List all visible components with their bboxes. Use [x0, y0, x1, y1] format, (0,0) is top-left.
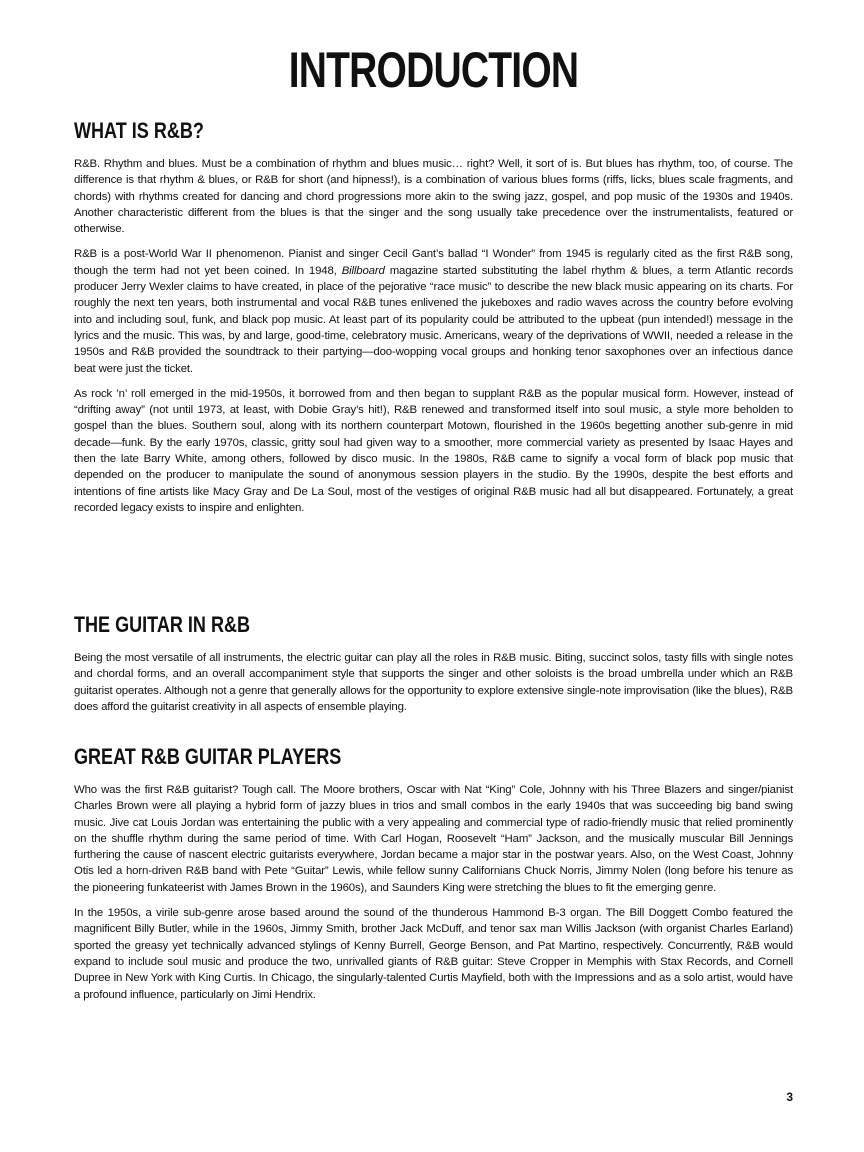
paragraph-text: magazine started substituting the label rhythm & blues, a term Atlantic records producer Jerry Wexler claims to have created, in place of the pejorative “race music” to describe the new black music appearing on its charts. For roughly the next ten years, both instrumental and vocal R&B tunes enlivened the jukeboxes and radio waves across the country before evolving into and including soul, funk, and black pop music. At least part of its popularity could be attributed to the upbeat (pun intended!) message in the lyrics and the music. This was, by and large, good-time, celebratory music. Americans, weary of the deprivations of WWII, needed a release in the 1950s and R&B provided the soundtrack to their partying—doo-wopping vocal groups and honking tenor saxophones over an infectious dance beat were just the ticket.	[74, 264, 794, 375]
page-title: INTRODUCTION	[288, 42, 579, 98]
paragraph	[74, 246, 793, 376]
paragraph: Being the most versatile of all instruments, the electric guitar can play all the roles in R&B music. Biting, succinct solos, tasty fills with single notes and chordal forms, and an overall accompaniment style that supports the singer and other soloists is the broad umbrella under which an R&B guitarist operates. Although not a genre that generally allows for the opportunity to explore extensive single-note improvisation (like the blues), R&B does afford the guitarist creativity in all aspects of ensemble playing.	[74, 652, 793, 713]
paragraph: Who was the first R&B guitarist? Tough call. The Moore brothers, Oscar with Nat “King” Cole, Johnny with his Three Blazers and singer/pianist Charles Brown were all playing a hybrid form of jazzy blues in trios and small combos in the early 1940s that was succeeding big band swing music. Jive cat Louis Jordan was entertaining the public with a very appealing and commercial type of radio-friendly music that relied prominently on the shuffle rhythm during the same period of time. With Carl Hogan, Roosevelt “Ham” Jackson, and the musically muscular Bill Jennings furthering the cause of nascent electric guitarists everywhere, Jordan became a major star in the postwar years. Also, on the West Coast, Johnny Otis led a horn-driven R&B band with Pete “Guitar” Lewis, while fellow sunny Californians Chuck Norris, Jimmy Nolen (long before his tenure as the pioneering funkateerist with James Brown in the 1960s), and Saunders King were stretching the blues to fit the emerging genre.	[74, 784, 793, 894]
paragraph: R&B. Rhythm and blues. Must be a combination of rhythm and blues music… right? Well, it sort of is. But blues has rhythm, too, of course. The difference is that rhythm & blues, or R&B for short (and hipness!), is a combination of various blues forms (riffs, licks, blues scale fragments, and chords) with rhythms created for dancing and chord progressions more akin to the swing jazz, gospel, and pop music of the 1930s and 1940s. Another characteristic different from the blues is that the singer and the song usually take precedence over the instrumentalists, featured or otherwise.	[74, 158, 793, 236]
section-heading: WHAT IS R&B?	[74, 118, 204, 143]
section-what-is-rnb	[74, 118, 793, 525]
page	[74, 0, 793, 1152]
section-guitar-in-rnb	[74, 612, 793, 724]
section-heading: THE GUITAR IN R&B	[74, 612, 251, 637]
section-heading: GREAT R&B GUITAR PLAYERS	[74, 744, 342, 769]
page-number: 3	[786, 1090, 793, 1104]
section-great-guitar-players	[74, 744, 793, 1012]
paragraph-text: R&B is a post-World War II phenomenon. Pianist and singer Cecil Gant’s ballad “I Wonder” from 1945 is regularly cited as the first R&B song, though the term had not yet been coined. In 1948,	[74, 248, 793, 277]
paragraph: In the 1950s, a virile sub-genre arose based around the sound of the thunderous Hammond B-3 organ. The Bill Doggett Combo featured the magnificent Billy Butler, while in the 1960s, Jimmy Smith, brother Jack McDuff, and tenor sax man Willis Jackson (with organist Charles Earland) sported the greasy yet technically advanced stylings of Kenny Burrell, George Benson, and Pat Martino, respectively. Concurrently, R&B would expand to include soul music and produce the two, unrivalled giants of R&B guitar: Steve Cropper in Memphis with Stax Records, and Cornell Dupree in New York with King Curtis. In Chicago, the singularly-talented Curtis Mayfield, both with the Impressions and as a solo artist, would have a profound influence, particularly on Jimi Hendrix.	[74, 907, 793, 1001]
paragraph: As rock ’n’ roll emerged in the mid-1950s, it borrowed from and then began to supplant R&B as the popular musical form. However, instead of “drifting away” (not until 1973, at least, with Dobie Gray’s hit!), R&B renewed and transformed itself into soul music, a style more beholden to gospel than the blues. Southern soul, along with its northern counterpart Motown, flourished in the 1960s begetting another sub-genre in mid decade—funk. By the early 1970s, classic, gritty soul had given way to a smoother, more commercial variety as presented by Isaac Hayes and then the late Barry White, among others, followed by disco music. In the 1980s, R&B came to signify a vocal form of black pop music that depended on the producer to manipulate the sound of anonymous session players in the studio. By the 1990s, despite the best efforts and intentions of fine artists like Macy Gray and De La Soul, most of the vestiges of original R&B music had all but disappeared. Fortunately, a great recorded legacy exists to inspire and enlighten.	[74, 387, 793, 514]
publication-name: Billboard	[341, 264, 385, 277]
